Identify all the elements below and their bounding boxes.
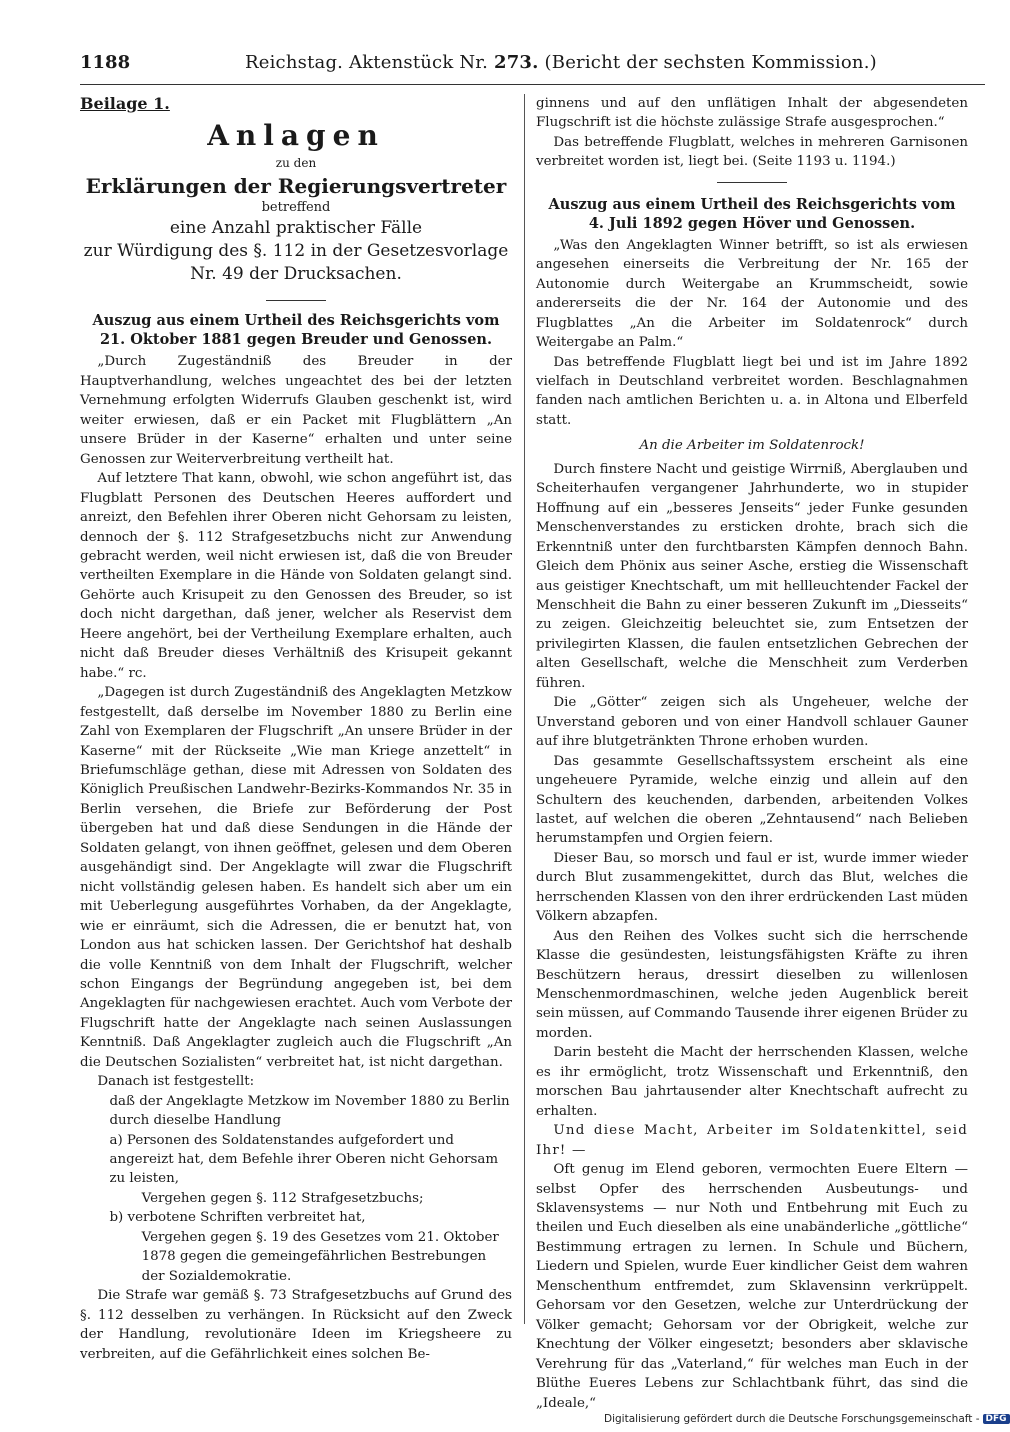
- paragraph: „Was den Angeklagten Winner betrifft, so ist als erwiesen angesehen einerseits die Verbreitung der Nr. 165 der Autonomie durch Weitergabe an Krummscheidt, sowie andererseits die der Nr. 164 der Autonomie und des Flugblattes „An die Arbeiter im Soldatenrock“ durch Weitergabe an Palm.“: [536, 237, 968, 351]
- list-item: Vergehen gegen §. 112 Strafgesetzbuchs;: [141, 1190, 424, 1206]
- betreffend: betreffend: [261, 200, 331, 216]
- paragraph: Oft genug im Elend geboren, vermochten Euere Eltern — selbst Opfer des herrschenden Ausbeutungs- und Sklavensystems — nur Noth und Entbehrung mit Euch zu theilen und Euch dieselben als eine unabänderliche „göttliche“ Bestimmung ertragen zu lernen. In Schule und Büchern, Liedern und Spielen, wurde Euer kindlicher Geist dem wahren Menschenthum entfremdet, zum Sklavensinn verkrüppelt. Gehorsam vor den Gesetzen, welche zur Unterdrückung der Völker gemacht; Gehorsam vor der Obrigkeit, welche zur Knechtung der Völker eingesetzt; besonders aber sklavische Verehrung für das „Vaterland,“ für welches man Euch in der Blüthe Eueres Lebens zur Schlachtbank führt, das sind die „Ideale,“: [536, 1162, 968, 1411]
- footer-text: Digitalisierung gefördert durch die Deutsche Forschungsgemeinschaft -: [604, 1413, 980, 1425]
- paragraph: Das betreffende Flugblatt liegt bei und ist im Jahre 1892 vielfach in Deutschland verbreitet worden. Beschlagnahmen fanden nach amtlichen Berichten u. a. in Altona und Elberfeld statt.: [536, 354, 968, 428]
- section-heading-2-line-2: 4. Juli 1892 gegen Höver und Genossen.: [588, 214, 916, 232]
- column-divider: [524, 94, 525, 1324]
- digitization-footer: [604, 1413, 1010, 1425]
- list-item: daß der Angeklagte Metzkow im November 1880 zu Berlin durch dieselbe Handlung: [109, 1093, 510, 1129]
- subtitle-line-1: eine Anzahl praktischer Fälle: [169, 218, 423, 239]
- running-header: [80, 52, 980, 82]
- paragraph: „Durch Zugeständniß des Breuder in der Hauptverhandlung, welches ungeachtet des bei der letzten Vernehmung erfolgten Widerrufs Glauben geschenkt ist, wird weiter erwiesen, daß er ein Packet mit Flugblättern „An unsere Brüder in der Kaserne“ erhalten und unter seine Genossen zur Weiterverbreitung vertheilt hat.: [80, 354, 512, 467]
- leaflet-title: An die Arbeiter im Soldatenrock!: [639, 438, 865, 454]
- dfg-logo: DFG: [983, 1414, 1010, 1424]
- separator: [717, 182, 787, 183]
- page-title: Anlagen: [207, 119, 385, 153]
- subtitle: Erklärungen der Regierungsvertreter: [85, 174, 507, 199]
- separator: [266, 300, 326, 301]
- paragraph: Dieser Bau, so morsch und faul er ist, wurde immer wieder durch Blut zusammengekittet, durch das Blut, welches die herrschenden Klassen von den ihrer erdrückenden Last müden Völkern abzapfen.: [536, 850, 968, 925]
- paragraph: Aus den Reihen des Volkes sucht sich die herrschende Klasse die gesündesten, leistungsfähigsten Kräfte zu ihren Beschützern heraus, dressirt dieselben zu willenlosen Menschenmordmaschinen, welche jeden Augenblick bereit sein müssen, auf Commando Tausende ihrer eigenen Brüder zu morden.: [536, 928, 968, 1041]
- list-item: Vergehen gegen §. 19 des Gesetzes vom 21. Oktober 1878 gegen die gemeingefährlichen Bestrebungen der Sozialdemokratie.: [141, 1229, 499, 1284]
- section-heading-2: [536, 195, 968, 233]
- paragraph: Und diese Macht, Arbeiter im Soldatenkittel, seid Ihr! —: [536, 1123, 968, 1158]
- right-column: [536, 94, 968, 1413]
- zu-den: zu den: [275, 156, 317, 171]
- list-item: b) verbotene Schriften verbreitet hat,: [109, 1210, 366, 1226]
- running-title: [245, 52, 877, 73]
- left-column: [80, 94, 512, 1364]
- document-number: 273.: [493, 52, 539, 73]
- header-rule: [80, 84, 985, 85]
- section-heading-2-line-1: Auszug aus einem Urtheil des Reichsgerichts vom: [548, 195, 956, 213]
- section-heading-1: [80, 311, 512, 349]
- paragraph: Die „Götter“ zeigen sich als Ungeheuer, welche der Unverstand geboren und von einer Handvoll schlauer Gauner auf ihre blutgetränkten Throne erhoben wurden.: [536, 695, 968, 750]
- subtitle-line-3: Nr. 49 der Drucksachen.: [190, 264, 402, 285]
- section-heading-1-line-1: Auszug aus einem Urtheil des Reichsgerichts vom: [92, 312, 500, 330]
- section-heading-1-line-2: 21. Oktober 1881 gegen Breuder und Genossen.: [99, 331, 493, 349]
- paragraph: Auf letztere That kann, obwohl, wie schon angeführt ist, das Flugblatt Personen des Deutschen Heeres auffordert und anreizt, den Befehlen ihrer Oberen nicht Gehorsam zu leisten, dennoch der §. 112 Strafgesetzbuchs nicht zur Anwendung gebracht werden, weil nicht erwiesen ist, daß die von Breuder vertheilten Exemplare in die Hände von Soldaten gelangt sind. Gehörte auch Krisupeit zu den Genossen des Breuder, so ist doch nicht dargethan, daß jener, welcher als Reservist dem Heere angehört, bei der Vertheilung Exemplare erhalten, auch nicht daß Breuder dieses Verhältniß des Krisupeit gekannt habe.“ rc.: [80, 471, 512, 681]
- running-title-post: (Bericht der sechsten Kommission.): [538, 52, 877, 73]
- paragraph: Die Strafe war gemäß §. 73 Strafgesetzbuchs auf Grund des §. 112 desselben zu verhängen. In Rücksicht auf den Zweck der Handlung, revolutionäre Ideen im Kriegsheere zu verbreiten, auf die Gefährlichkeit eines solchen Be-: [80, 1288, 512, 1362]
- list-item: a) Personen des Soldatenstandes aufgefordert und angereizt hat, dem Befehle ihrer Oberen nicht Gehorsam zu leisten,: [109, 1132, 499, 1187]
- paragraph: Darin besteht die Macht der herrschenden Klassen, welche es ihr ermöglicht, trotz Wissenschaft und Erkenntniß, den morschen Bau jahrtausender alter Knechtschaft aufrecht zu erhalten.: [536, 1045, 968, 1119]
- beilage-label: Beilage 1.: [80, 94, 170, 113]
- subtitle-line-2: zur Würdigung des §. 112 in der Gesetzesvorlage: [83, 241, 509, 262]
- paragraph: Das betreffende Flugblatt, welches in mehreren Garnisonen verbreitet worden ist, liegt bei. (Seite 1193 u. 1194.): [536, 134, 968, 170]
- running-title-pre: Reichstag. Aktenstück Nr.: [245, 52, 494, 73]
- paragraph: Durch finstere Nacht und geistige Wirrniß, Aberglauben und Scheiterhaufen vergangener Jahrhunderte, wo in stupider Hoffnung auf ein „besseres Jenseits“ jeder Funke gesunden Menschenverstandes zu ersticken drohte, brach sich die Erkenntniß unter den furchtbarsten Kämpfen dennoch Bahn. Gleich dem Phönix aus seiner Asche, erstieg die Wissenschaft aus geistiger Knechtschaft, um mit hellleuchtender Fackel der Menschheit die Bahn zu einer besseren Zukunft im „Diesseits“ zu zeigen. Gleichzeitig beleuchtet sie, zum Entsetzen der privilegirten Klassen, die faulen entsetzlichen Gebrechen der alten Gesellschaft, welche die Menschheit zum Verderben führen.: [536, 461, 968, 691]
- paragraph: Das gesammte Gesellschaftssystem erscheint als eine ungeheuere Pyramide, welche einzig und allein auf den Schultern des keuchenden, darbenden, arbeitenden Volkes lastet, auf welchen die oberen „Zehntausend“ nach Belieben herumstampfen und Orgien feiern.: [536, 753, 968, 847]
- page-number: 1188: [80, 52, 131, 73]
- paragraph: ginnens und auf den unflätigen Inhalt der abgesendeten Flugschrift ist die höchste zulässige Strafe ausgesprochen.“: [536, 96, 968, 131]
- paragraph: Danach ist festgestellt:: [97, 1074, 255, 1090]
- paragraph: „Dagegen ist durch Zugeständniß des Angeklagten Metzkow festgestellt, daß derselbe im November 1880 zu Berlin eine Zahl von Exemplaren der Flugschrift „An unsere Brüder in der Kaserne“ mit der Rückseite „Wie man Kriege anzettelt“ in Briefumschläge gethan, diese mit Adressen von Soldaten des Königlich Preußischen Landwehr-Bezirks-Kommandos Nr. 35 in Berlin versehen, die Briefe zur Beförderung der Post übergeben hat und daß diese Sendungen in die Hände der Soldaten gelangt, von ihnen geöffnet, gelesen und dem Oberen ausgehändigt sind. Der Angeklagte will zwar die Flugschrift nicht vollständig gelesen haben. Es handelt sich aber um ein mit Ueberlegung ausgeführtes Vorhaben, da der Angeklagte, wie er einräumt, sich die Adressen, die er benutzt hat, von London aus hat schicken lassen. Der Gerichtshof hat deshalb die volle Kenntniß von dem Inhalt der Flugschrift, welcher schon Eingangs der Begründung angegeben ist, bei dem Angeklagten für nachgewiesen erachtet. Auch vom Verbote der Flugschrift hatte der Angeklagte nach seinen Auslassungen Kenntniß. Daß Angeklagter zugleich auch die Flugschrift „An die Deutschen Sozialisten“ verbreitet hat, ist nicht dargethan.: [80, 685, 512, 1070]
